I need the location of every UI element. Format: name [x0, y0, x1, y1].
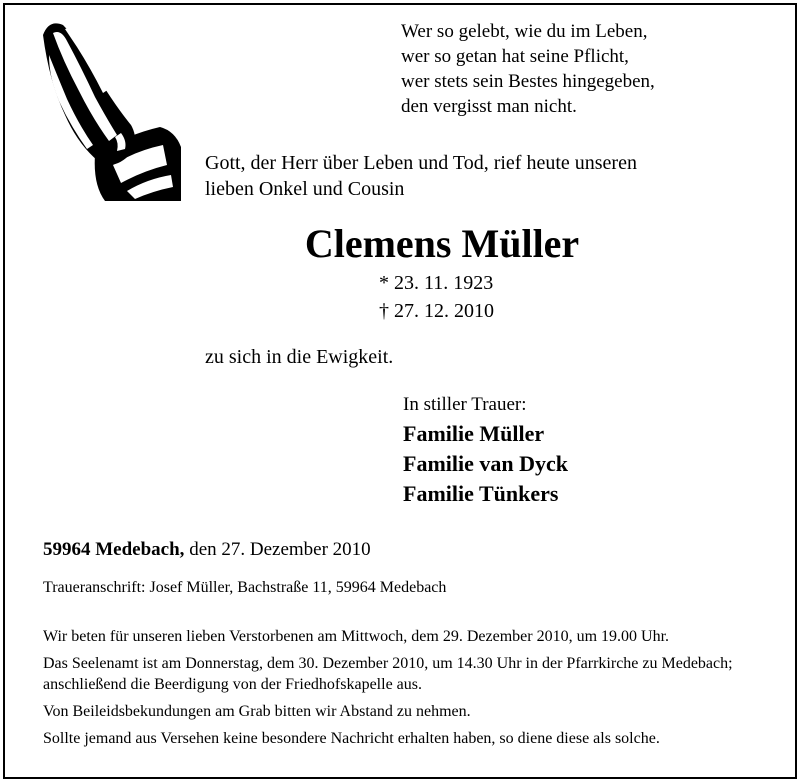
- info-paragraph: Sollte jemand aus Versehen keine besondere Nachricht erhalten haben, so diene diese als solche.: [43, 730, 660, 747]
- place: 59964 Medebach,: [43, 539, 185, 560]
- poem-line: wer stets sein Bestes hingegeben,: [401, 71, 655, 92]
- info-paragraph: Von Beileidsbekundungen am Grab bitten wir Abstand zu nehmen.: [43, 703, 471, 720]
- birth-date: * 23. 11. 1923: [379, 272, 494, 294]
- deceased-name: Clemens Müller: [304, 221, 580, 266]
- poem-line: den vergisst man nicht.: [401, 96, 577, 117]
- poem-line: wer so getan hat seine Pflicht,: [401, 46, 629, 67]
- intro-line: lieben Onkel und Cousin: [205, 178, 405, 200]
- mourning-address: Traueranschrift: Josef Müller, Bachstraße 11, 59964 Medebach: [43, 579, 447, 596]
- mourning-label: In stiller Trauer:: [403, 394, 527, 415]
- poem-line: Wer so gelebt, wie du im Leben,: [401, 21, 648, 42]
- service-info: [43, 626, 793, 755]
- info-paragraph: Wir beten für unseren lieben Verstorbenen am Mittwoch, dem 29. Dezember 2010, um 19.00 Uhr.: [43, 628, 670, 645]
- intro-line: Gott, der Herr über Leben und Tod, rief heute unseren: [205, 152, 637, 174]
- family-name: Familie Müller: [403, 421, 545, 446]
- intro-text: [205, 150, 637, 202]
- ewigkeit-text: zu sich in die Ewigkeit.: [205, 346, 394, 368]
- info-paragraph: Das Seelenamt ist am Donnerstag, dem 30. Dezember 2010, um 14.30 Uhr in der Pfarrkirche zu Medebach; anschließend die Beerdigung von der Friedhofskapelle aus.: [43, 655, 733, 693]
- life-dates: [379, 269, 494, 325]
- obituary-notice: [3, 3, 797, 779]
- family-name: Familie van Dyck: [403, 451, 568, 476]
- praying-hands-icon: [35, 15, 185, 201]
- date: den 27. Dezember 2010: [184, 539, 371, 560]
- poem: [401, 19, 655, 119]
- place-date: [43, 538, 371, 562]
- family-name: Familie Tünkers: [403, 481, 559, 506]
- death-date: † 27. 12. 2010: [379, 300, 494, 322]
- families-list: [403, 419, 568, 509]
